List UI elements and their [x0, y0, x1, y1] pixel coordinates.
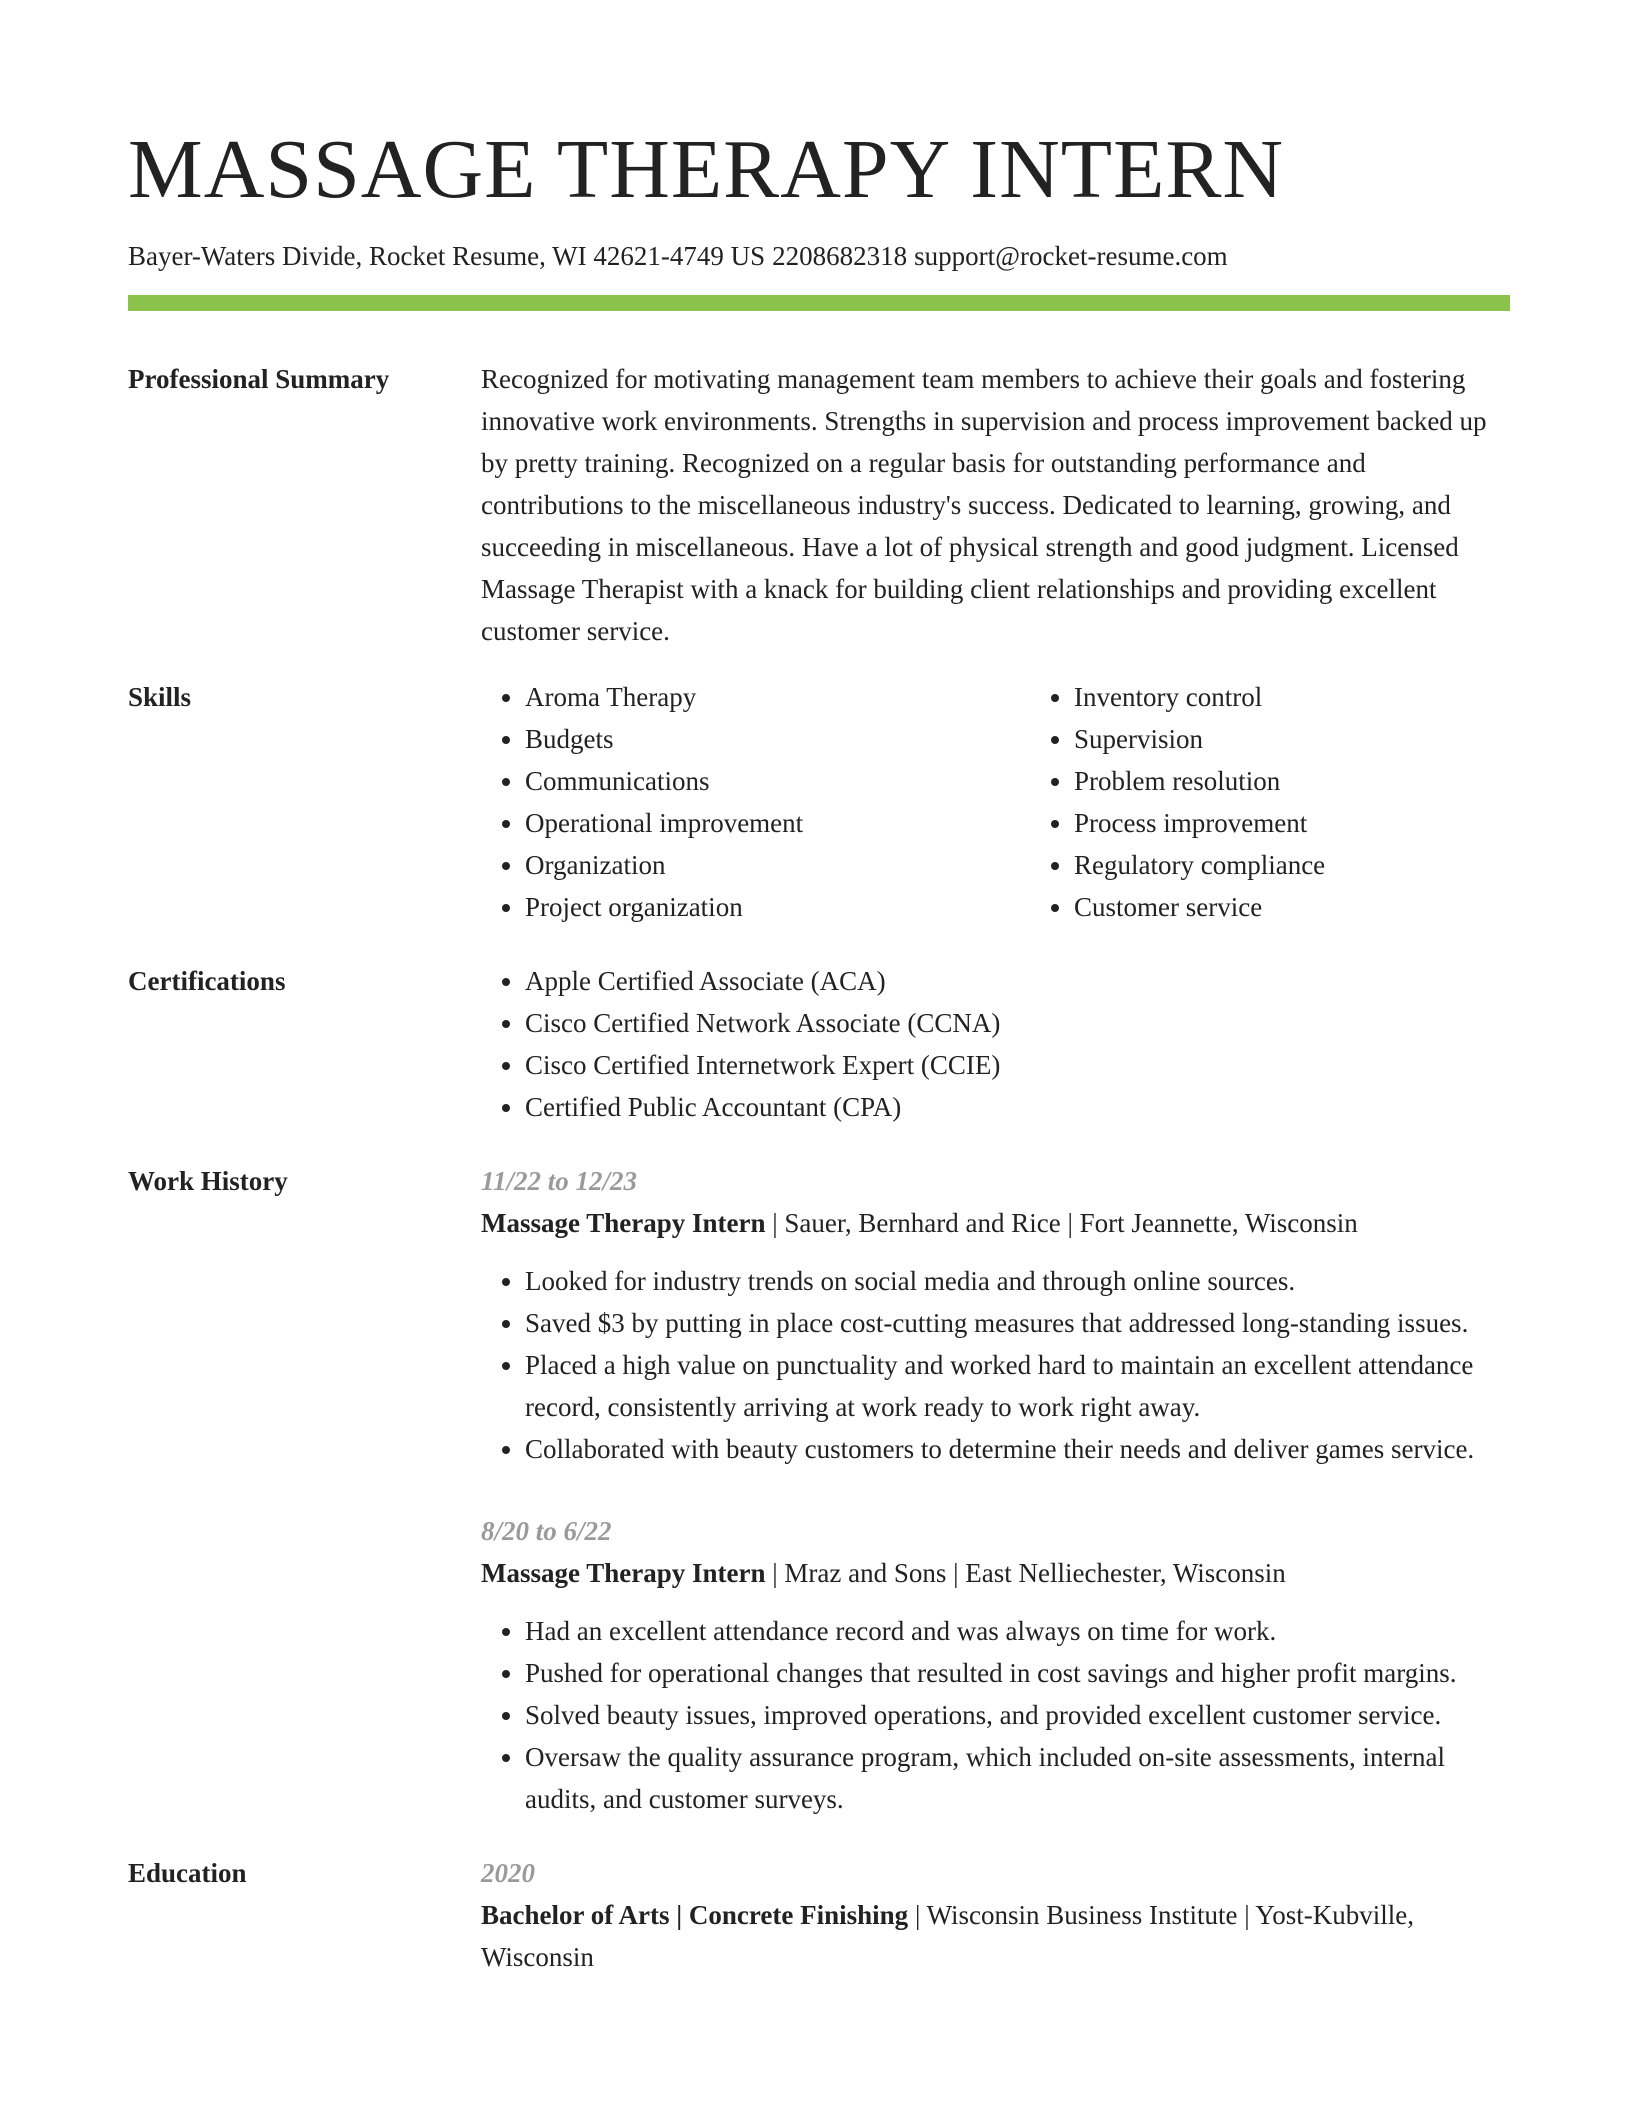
work-history-heading: Work History	[128, 1166, 288, 1196]
skill-item: • Supervision	[1074, 718, 1510, 760]
job-title: Massage Therapy Intern	[481, 1558, 766, 1588]
certification-item: • Certified Public Accountant (CPA)	[525, 1086, 1510, 1128]
accent-divider	[128, 295, 1510, 311]
job-bullet: • Had an excellent attendance record and was always on time for work.	[525, 1610, 1510, 1652]
skill-item: • Operational improvement	[525, 802, 1030, 844]
skill-item: • Inventory control	[1074, 676, 1510, 718]
skills-list-right	[1030, 676, 1510, 928]
skill-item: • Organization	[525, 844, 1030, 886]
skill-item: • Project organization	[525, 886, 1030, 928]
resume-page	[128, 118, 1510, 1978]
job-entry	[481, 1510, 1510, 1820]
education-year: 2020	[481, 1858, 535, 1888]
summary-heading: Professional Summary	[128, 364, 390, 394]
job-bullet: • Solved beauty issues, improved operations, and provided excellent customer service.	[525, 1694, 1510, 1736]
job-bullets	[481, 1260, 1510, 1470]
skills-heading: Skills	[128, 682, 192, 712]
job-bullet: • Pushed for operational changes that resulted in cost savings and higher profit margins.	[525, 1652, 1510, 1694]
certification-item: • Cisco Certified Network Associate (CCNA)	[525, 1002, 1510, 1044]
skill-item: • Problem resolution	[1074, 760, 1510, 802]
certification-item: • Apple Certified Associate (ACA)	[525, 960, 1510, 1002]
work-history-section	[128, 1160, 1510, 1820]
job-bullet: • Placed a high value on punctuality and worked hard to maintain an excellent attendance record, consistently arriving at work ready to work right away.	[525, 1344, 1510, 1428]
job-employer-location: | Sauer, Bernhard and Rice | Fort Jeannette, Wisconsin	[765, 1208, 1358, 1238]
education-section	[128, 1852, 1510, 1978]
contact-line	[128, 238, 1510, 274]
job-dates: 8/20 to 6/22	[481, 1516, 612, 1546]
job-bullet: • Collaborated with beauty customers to determine their needs and deliver games service.	[525, 1428, 1510, 1470]
summary-section	[128, 358, 1510, 652]
job-entry	[481, 1160, 1510, 1470]
skill-item: • Process improvement	[1074, 802, 1510, 844]
work-history-body	[481, 1160, 1510, 1820]
job-dates: 11/22 to 12/23	[481, 1166, 638, 1196]
job-role-line	[481, 1202, 1510, 1244]
education-degree: Bachelor of Arts | Concrete Finishing	[481, 1900, 909, 1930]
skill-item: • Regulatory compliance	[1074, 844, 1510, 886]
job-employer-location: | Mraz and Sons | East Nelliechester, Wisconsin	[765, 1558, 1286, 1588]
education-body	[481, 1852, 1510, 1978]
contact-phone: 2208682318	[772, 241, 908, 271]
job-bullet: • Saved $3 by putting in place cost-cutting measures that addressed long-standing issues.	[525, 1302, 1510, 1344]
skills-section	[128, 676, 1510, 928]
job-bullet: • Looked for industry trends on social media and through online sources.	[525, 1260, 1510, 1302]
skill-item: • Customer service	[1074, 886, 1510, 928]
skills-list-left	[481, 676, 1030, 928]
certifications-list	[481, 960, 1510, 1128]
certifications-body	[481, 960, 1510, 1128]
certification-item: • Cisco Certified Internetwork Expert (CCIE)	[525, 1044, 1510, 1086]
skill-item: • Aroma Therapy	[525, 676, 1030, 718]
contact-email: support@rocket-resume.com	[914, 241, 1228, 271]
summary-text: Recognized for motivating management team members to achieve their goals and fostering innovative work environments. Strengths in supervision and process improvement backed up by pretty training. Recognized on a regular basis for outstanding performance and contributions to the miscellaneous industry's success. Dedicated to learning, growing, and succeeding in miscellaneous. Have a lot of physical strength and good judgment. Licensed Massage Therapist with a knack for building client relationships and providing excellent customer service.	[481, 364, 1487, 646]
certifications-heading: Certifications	[128, 966, 286, 996]
skill-item: • Communications	[525, 760, 1030, 802]
skill-item: • Budgets	[525, 718, 1030, 760]
summary-body	[481, 358, 1510, 652]
resume-name: MASSAGE THERAPY INTERN	[128, 123, 1285, 216]
job-bullets	[481, 1610, 1510, 1820]
skills-body	[481, 676, 1510, 928]
job-bullet: • Oversaw the quality assurance program, which included on-site assessments, internal audits, and customer surveys.	[525, 1736, 1510, 1820]
education-heading: Education	[128, 1858, 247, 1888]
certifications-section	[128, 960, 1510, 1128]
job-role-line	[481, 1552, 1510, 1594]
education-school-location: | Wisconsin Business Institute | Yost-Kubville, Wisconsin	[481, 1900, 1414, 1972]
job-title: Massage Therapy Intern	[481, 1208, 766, 1238]
contact-address: Bayer-Waters Divide, Rocket Resume, WI 42621-4749 US	[128, 241, 766, 271]
education-line	[481, 1894, 1510, 1978]
